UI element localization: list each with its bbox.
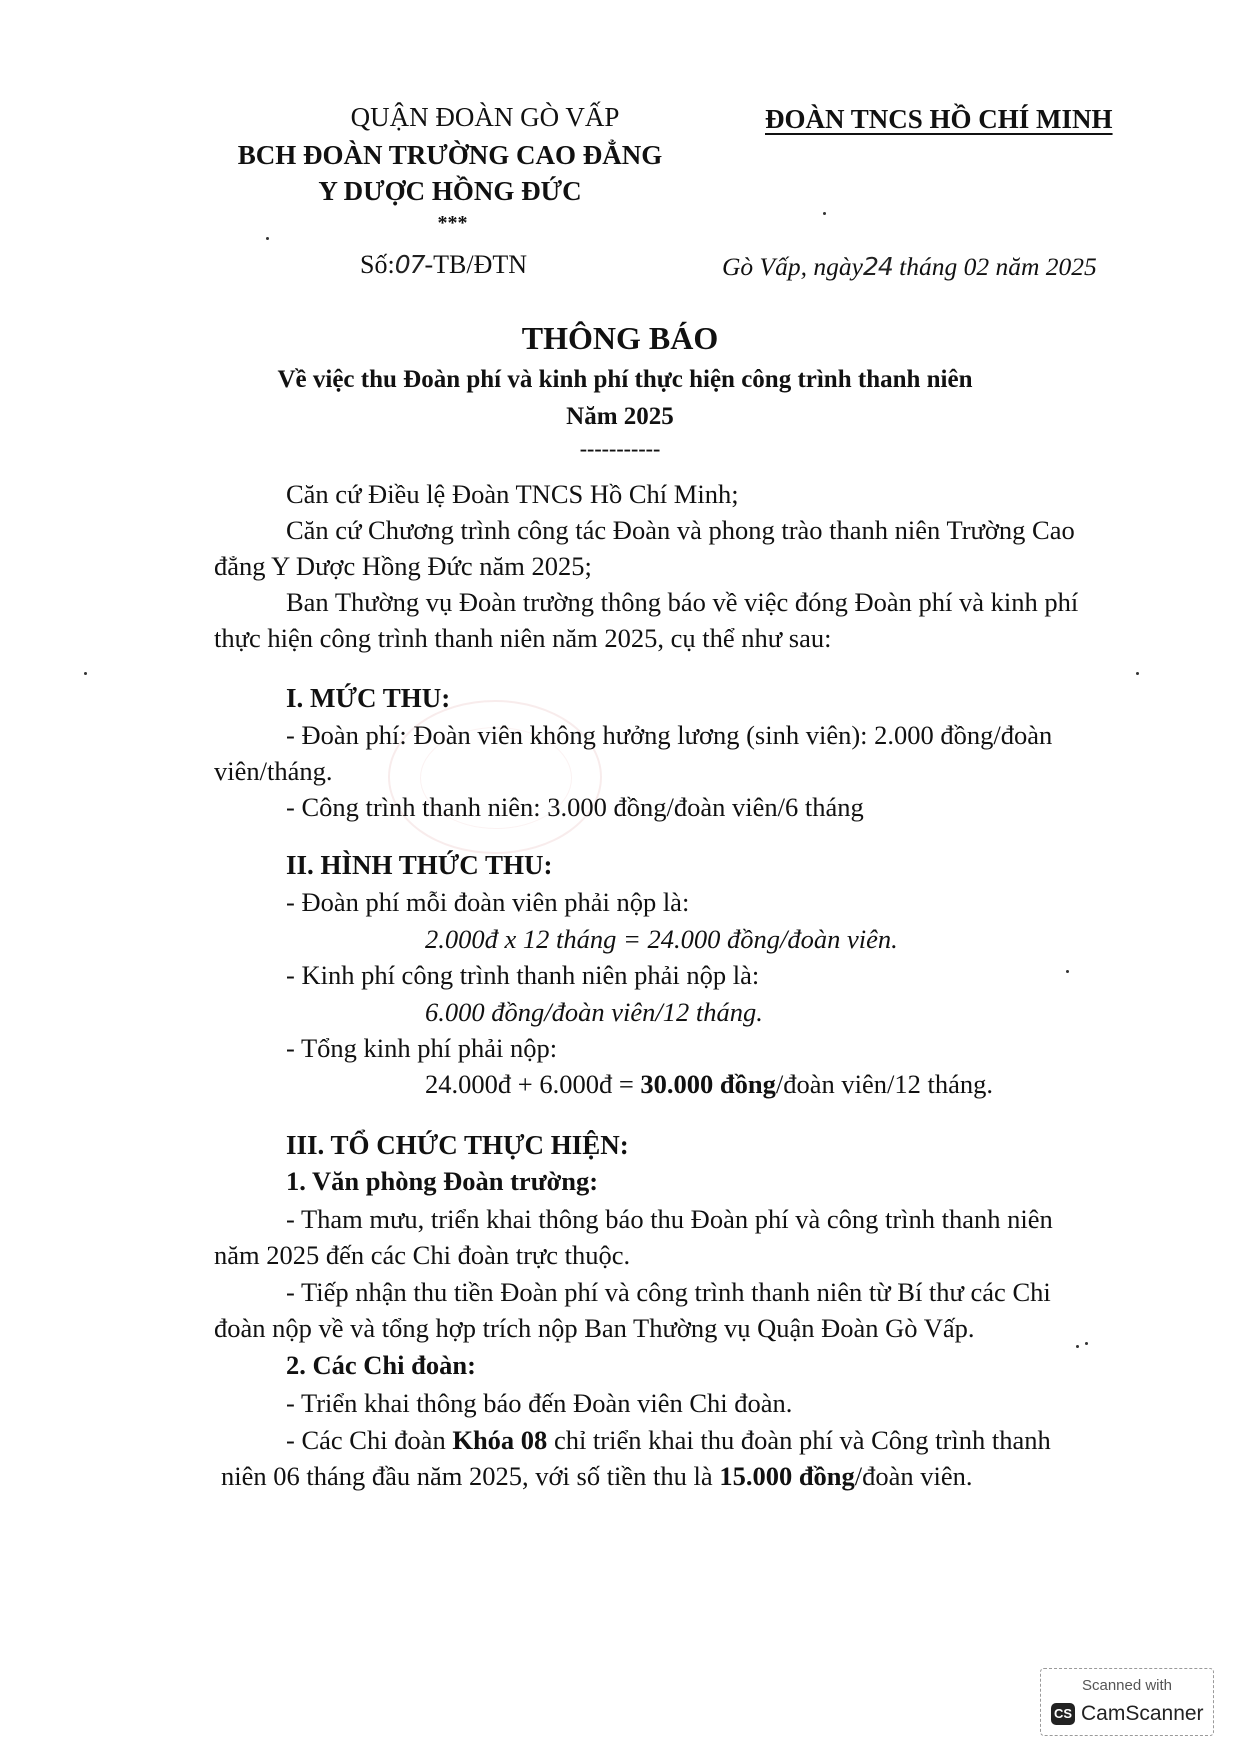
intro-paragraph-2-line2: đẳng Y Dược Hồng Đức năm 2025; xyxy=(214,551,592,581)
intro-paragraph-2-line1: Căn cứ Chương trình công tác Đoàn và phong trào thanh niên Trường Cao xyxy=(286,515,1075,545)
document-number xyxy=(360,250,527,280)
section-2-item-1-formula: 2.000đ x 12 tháng = 24.000 đồng/đoàn viên. xyxy=(425,924,898,954)
section-3-sub-2-item-1: - Triển khai thông báo đến Đoàn viên Chi đoàn. xyxy=(286,1388,793,1418)
text-part: chỉ triển khai thu đoàn phí và Công trình thanh xyxy=(547,1425,1051,1455)
section-3-sub-2-item-2-line2 xyxy=(221,1458,973,1494)
section-2-item-1: - Đoàn phí mỗi đoàn viên phải nộp là: xyxy=(286,887,690,917)
section-3-sub-1-item-1-line1: - Tham mưu, triển khai thông báo thu Đoàn phí và công trình thanh niên xyxy=(286,1204,1053,1234)
text-part: - Các Chi đoàn xyxy=(286,1425,453,1455)
section-1-heading: I. MỨC THU: xyxy=(286,683,451,713)
section-1-item-2: - Công trình thanh niên: 3.000 đồng/đoàn viên/6 tháng xyxy=(286,792,864,822)
section-3-sub-1-item-1-line2: năm 2025 đến các Chi đoàn trực thuộc. xyxy=(214,1240,631,1270)
section-3-sub-1: 1. Văn phòng Đoàn trường: xyxy=(286,1166,599,1196)
section-1-item-1-line2: viên/tháng. xyxy=(214,756,333,786)
formula-part-c: /đoàn viên/12 tháng. xyxy=(775,1069,993,1099)
document-number-prefix: Số: xyxy=(360,250,395,279)
section-3-sub-1-item-2-line2: đoàn nộp về và tổng hợp trích nộp Ban Thường vụ Quận Đoàn Gò Vấp. xyxy=(214,1313,975,1343)
scan-speck xyxy=(1066,970,1069,973)
formula-total: 30.000 đồng xyxy=(640,1069,776,1099)
camscanner-watermark xyxy=(1040,1668,1214,1736)
document-number-suffix: -TB/ĐTN xyxy=(424,250,528,279)
text-part: /đoàn viên. xyxy=(854,1461,973,1491)
document-subtitle: Về việc thu Đoàn phí và kinh phí thực hiện công trình thanh niên xyxy=(277,366,973,393)
section-3-sub-1-item-2-line1: - Tiếp nhận thu tiền Đoàn phí và công trình thanh niên từ Bí thư các Chi xyxy=(286,1277,1051,1307)
section-2-item-3-formula xyxy=(425,1066,993,1102)
header-left-line2: BCH ĐOÀN TRƯỜNG CAO ĐẲNG xyxy=(237,140,663,170)
document-date xyxy=(722,252,1097,282)
header-stars: *** xyxy=(437,212,468,234)
watermark-caption: Scanned with xyxy=(1081,1677,1173,1694)
document-year: Năm 2025 xyxy=(566,403,674,430)
document-number-handwritten: 07 xyxy=(394,250,425,279)
title-divider: ----------- xyxy=(579,436,661,461)
section-2-item-3: - Tổng kinh phí phải nộp: xyxy=(286,1033,558,1063)
header-left-line3: Y DƯỢC HỒNG ĐỨC xyxy=(318,176,582,206)
intro-paragraph-3-line2: thực hiện công trình thanh niên năm 2025, cụ thể như sau: xyxy=(214,623,832,653)
section-2-item-2-formula: 6.000 đồng/đoàn viên/12 tháng. xyxy=(425,997,763,1027)
intro-paragraph-1: Căn cứ Điều lệ Đoàn TNCS Hồ Chí Minh; xyxy=(286,479,739,509)
intro-paragraph-3-line1: Ban Thường vụ Đoàn trường thông báo về việc đóng Đoàn phí và kinh phí xyxy=(286,587,1079,617)
formula-part-a: 24.000đ + 6.000đ = xyxy=(425,1069,641,1099)
text-part: niên 06 tháng đầu năm 2025, với số tiền thu là xyxy=(221,1461,720,1491)
header-right-org: ĐOÀN TNCS HỒ CHÍ MINH xyxy=(765,104,1113,134)
scan-speck xyxy=(823,212,826,215)
date-suffix: tháng 02 năm 2025 xyxy=(899,252,1097,281)
section-1-item-1-line1: - Đoàn phí: Đoàn viên không hưởng lương (sinh viên): 2.000 đồng/đoàn xyxy=(286,720,1053,750)
scan-speck xyxy=(266,237,269,240)
section-2-heading: II. HÌNH THỨC THU: xyxy=(286,850,553,880)
amount-highlight: 15.000 đồng xyxy=(719,1461,855,1491)
header-left-line1: QUẬN ĐOÀN GÒ VẤP xyxy=(350,102,620,132)
watermark-brand: CamScanner xyxy=(1081,1702,1204,1725)
section-2-item-2: - Kinh phí công trình thanh niên phải nộp là: xyxy=(286,960,760,990)
section-3-sub-2-item-2-line1 xyxy=(286,1422,1051,1458)
course-name: Khóa 08 xyxy=(452,1425,548,1455)
document-title: THÔNG BÁO xyxy=(521,320,719,356)
scan-speck xyxy=(1085,1342,1088,1345)
section-3-sub-2: 2. Các Chi đoàn: xyxy=(286,1350,476,1380)
date-prefix: Gò Vấp, ngày xyxy=(722,252,863,281)
camscanner-logo-icon: CS xyxy=(1051,1703,1075,1725)
scan-speck xyxy=(84,672,87,675)
date-day-handwritten: 24 xyxy=(862,252,893,281)
scan-speck xyxy=(1076,1345,1079,1348)
scan-speck xyxy=(1136,672,1139,675)
section-3-heading: III. TỔ CHỨC THỰC HIỆN: xyxy=(286,1130,629,1160)
